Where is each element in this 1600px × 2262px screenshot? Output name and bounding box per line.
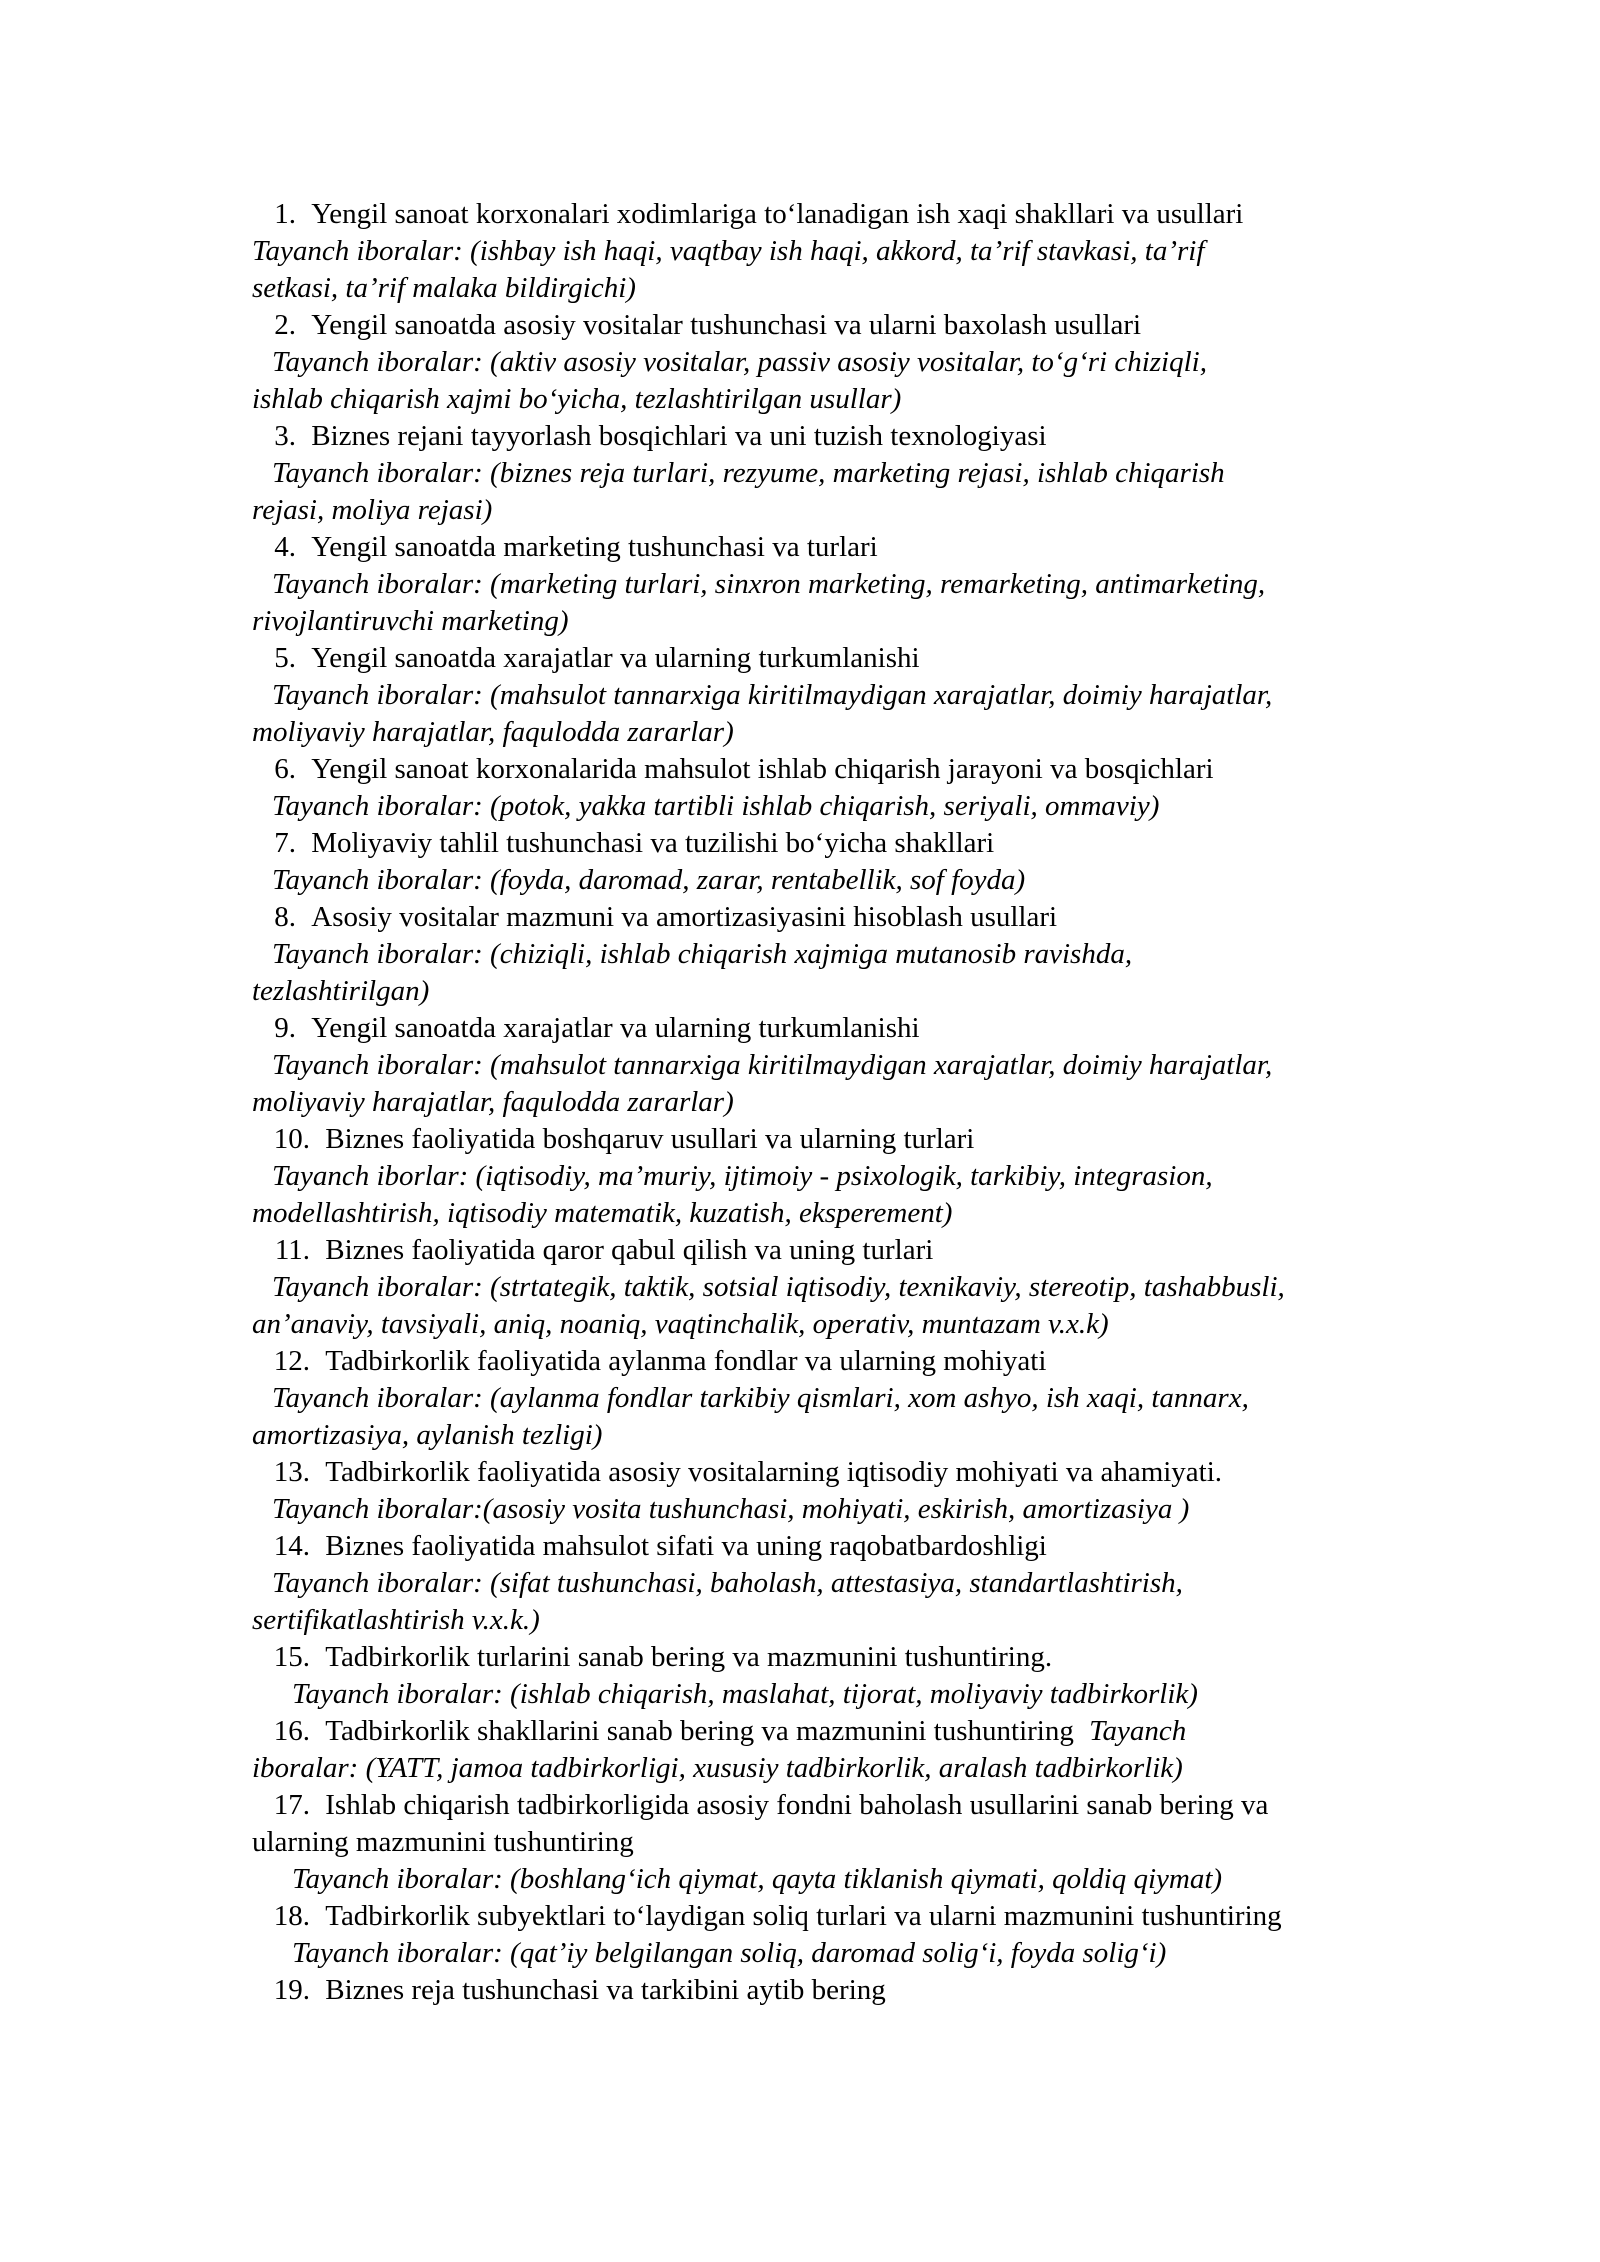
list-item-1 <box>252 196 1432 233</box>
item-number: 10. <box>273 1123 310 1155</box>
item-title: Biznes rejani tayyorlash bosqichlari va uni tuzish texnologiyasi <box>311 420 1047 452</box>
item-number: 12. <box>273 1345 310 1377</box>
item-number: 4. <box>274 531 296 563</box>
key-terms-line: Tayanch iboralar: (ishlab chiqarish, maslahat, tijorat, moliyaviy tadbirkorlik) <box>292 1678 1198 1710</box>
item-number: 16. <box>273 1715 310 1747</box>
key-terms-line: Tayanch iboralar: (biznes reja turlari, rezyume, marketing rejasi, ishlab chiqarish <box>272 457 1225 489</box>
item-number: 13. <box>273 1456 310 1488</box>
list-item-11 <box>252 1232 1432 1269</box>
item-number: 2. <box>274 309 296 341</box>
item-title: Tadbirkorlik turlarini sanab bering va mazmunini tushuntiring. <box>325 1641 1053 1673</box>
item-title: Tadbirkorlik faoliyatida asosiy vositalarning iqtisodiy mohiyati va ahamiyati. <box>325 1456 1223 1488</box>
key-terms-line: Tayanch iboralar: (mahsulot tannarxiga kiritilmaydigan xarajatlar, doimiy harajatlar, <box>272 1049 1273 1081</box>
key-terms-line: amortizasiya, aylanish tezligi) <box>252 1419 603 1451</box>
key-terms-line: Tayanch iboralar: (chiziqli, ishlab chiqarish xajmiga mutanosib ravishda, <box>272 938 1133 970</box>
key-terms-line: tezlashtirilgan) <box>252 975 430 1007</box>
key-terms-line: an’anaviy, tavsiyali, aniq, noaniq, vaqtinchalik, operativ, muntazam v.x.k) <box>252 1308 1109 1340</box>
key-terms-line: Tayanch iboralar:(asosiy vosita tushunchasi, mohiyati, eskirish, amortizasiya ) <box>272 1493 1190 1525</box>
list-item-16 <box>252 1713 1432 1750</box>
list-item-6 <box>252 751 1432 788</box>
key-terms-line: Tayanch iboralar: (boshlang‘ich qiymat, qayta tiklanish qiymati, qoldiq qiymat) <box>292 1863 1223 1895</box>
key-terms-line: Tayanch iboralar: (aktiv asosiy vositalar, passiv asosiy vositalar, to‘g‘ri chiziqli, <box>272 346 1207 378</box>
key-terms-line: ishlab chiqarish xajmi bo‘yicha, tezlashtirilgan usullar) <box>252 383 902 415</box>
list-item-15 <box>252 1639 1432 1676</box>
item-title: Yengil sanoat korxonalari xodimlariga to‘lanadigan ish xaqi shakllari va usullari <box>311 198 1244 230</box>
list-item-3 <box>252 418 1432 455</box>
item-number: 15. <box>273 1641 310 1673</box>
list-item-5 <box>252 640 1432 677</box>
item-title: Asosiy vositalar mazmuni va amortizasiyasini hisoblash usullari <box>311 901 1058 933</box>
item-number: 7. <box>274 827 296 859</box>
item-title: Biznes faoliyatida boshqaruv usullari va ularning turlari <box>325 1123 975 1155</box>
item-title: Biznes reja tushunchasi va tarkibini aytib bering <box>325 1974 886 2006</box>
key-terms-line: Tayanch iboralar: (foyda, daromad, zarar, rentabellik, sof foyda) <box>272 864 1026 896</box>
key-terms-line: Tayanch iboralar: (marketing turlari, sinxron marketing, remarketing, antimarketing, <box>272 568 1266 600</box>
item-title: Biznes faoliyatida qaror qabul qilish va uning turlari <box>325 1234 934 1266</box>
item-title-tail: Tayanch <box>1089 1715 1187 1747</box>
list-item-10 <box>252 1121 1432 1158</box>
item-number: 6. <box>274 753 296 785</box>
key-terms-line: moliyaviy harajatlar, faqulodda zararlar) <box>252 716 734 748</box>
list-item-2 <box>252 307 1432 344</box>
list-item-4 <box>252 529 1432 566</box>
key-terms-line: Tayanch iborlar: (iqtisodiy, ma’muriy, ijtimoiy - psixologik, tarkibiy, integrasion, <box>272 1160 1213 1192</box>
key-terms-line: Tayanch iboralar: (sifat tushunchasi, baholash, attestasiya, standartlashtirish, <box>272 1567 1183 1599</box>
key-terms-line: Tayanch iboralar: (strtategik, taktik, sotsial iqtisodiy, texnikaviy, stereotip, tashabbusli, <box>272 1271 1285 1303</box>
item-number: 8. <box>274 901 296 933</box>
key-terms-line: modellashtirish, iqtisodiy matematik, kuzatish, eksperement) <box>252 1197 953 1229</box>
key-terms-line: Tayanch iboralar: (ishbay ish haqi, vaqtbay ish haqi, akkord, ta’rif stavkasi, ta’rif <box>252 235 1205 267</box>
item-title: Tadbirkorlik shakllarini sanab bering va mazmunini tushuntiring <box>325 1715 1074 1747</box>
key-terms-line: iboralar: (YATT, jamoa tadbirkorligi, xususiy tadbirkorlik, aralash tadbirkorlik) <box>252 1752 1183 1784</box>
item-title: Yengil sanoat korxonalarida mahsulot ishlab chiqarish jarayoni va bosqichlari <box>311 753 1214 785</box>
item-number: 19. <box>273 1974 310 2006</box>
item-title: Yengil sanoatda xarajatlar va ularning turkumlanishi <box>311 642 920 674</box>
list-item-19 <box>252 1972 1432 2009</box>
key-terms-line: Tayanch iboralar: (qat’iy belgilangan soliq, daromad solig‘i, foyda solig‘i) <box>292 1937 1167 1969</box>
item-number: 14. <box>273 1530 310 1562</box>
item-number: 9. <box>274 1012 296 1044</box>
list-item-7 <box>252 825 1432 862</box>
item-title-continued: ularning mazmunini tushuntiring <box>252 1826 634 1858</box>
item-title: Ishlab chiqarish tadbirkorligida asosiy fondni baholash usullarini sanab bering va <box>325 1789 1269 1821</box>
item-number: 18. <box>273 1900 310 1932</box>
item-title: Tadbirkorlik subyektlari to‘laydigan soliq turlari va ularni mazmunini tushuntiring <box>325 1900 1282 1932</box>
list-item-9 <box>252 1010 1432 1047</box>
list-item-8 <box>252 899 1432 936</box>
item-number: 5. <box>274 642 296 674</box>
key-terms-line: Tayanch iboralar: (mahsulot tannarxiga kiritilmaydigan xarajatlar, doimiy harajatlar, <box>272 679 1273 711</box>
item-title: Yengil sanoatda marketing tushunchasi va turlari <box>311 531 878 563</box>
item-title: Yengil sanoatda xarajatlar va ularning turkumlanishi <box>311 1012 920 1044</box>
key-terms-line: moliyaviy harajatlar, faqulodda zararlar) <box>252 1086 734 1118</box>
list-item-14 <box>252 1528 1432 1565</box>
key-terms-line: rivojlantiruvchi marketing) <box>252 605 569 637</box>
key-terms-line: Tayanch iboralar: (aylanma fondlar tarkibiy qismlari, xom ashyo, ish xaqi, tannarx, <box>272 1382 1249 1414</box>
item-title: Yengil sanoatda asosiy vositalar tushunchasi va ularni baxolash usullari <box>311 309 1142 341</box>
list-item-17 <box>252 1787 1432 1824</box>
item-title: Tadbirkorlik faoliyatida aylanma fondlar va ularning mohiyati <box>325 1345 1047 1377</box>
item-number: 17. <box>273 1789 310 1821</box>
item-number: 11. <box>274 1234 310 1266</box>
key-terms-line: sertifikatlashtirish v.x.k.) <box>252 1604 540 1636</box>
list-item-18 <box>252 1898 1432 1935</box>
item-title: Biznes faoliyatida mahsulot sifati va uning raqobatbardoshligi <box>325 1530 1047 1562</box>
key-terms-line: setkasi, ta’rif malaka bildirgichi) <box>252 272 636 304</box>
item-number: 1. <box>274 198 296 230</box>
list-item-12 <box>252 1343 1432 1380</box>
list-item-13 <box>252 1454 1432 1491</box>
item-title: Moliyaviy tahlil tushunchasi va tuzilishi bo‘yicha shakllari <box>311 827 995 859</box>
key-terms-line: rejasi, moliya rejasi) <box>252 494 493 526</box>
item-number: 3. <box>274 420 296 452</box>
key-terms-line: Tayanch iboralar: (potok, yakka tartibli ishlab chiqarish, seriyali, ommaviy) <box>272 790 1160 822</box>
